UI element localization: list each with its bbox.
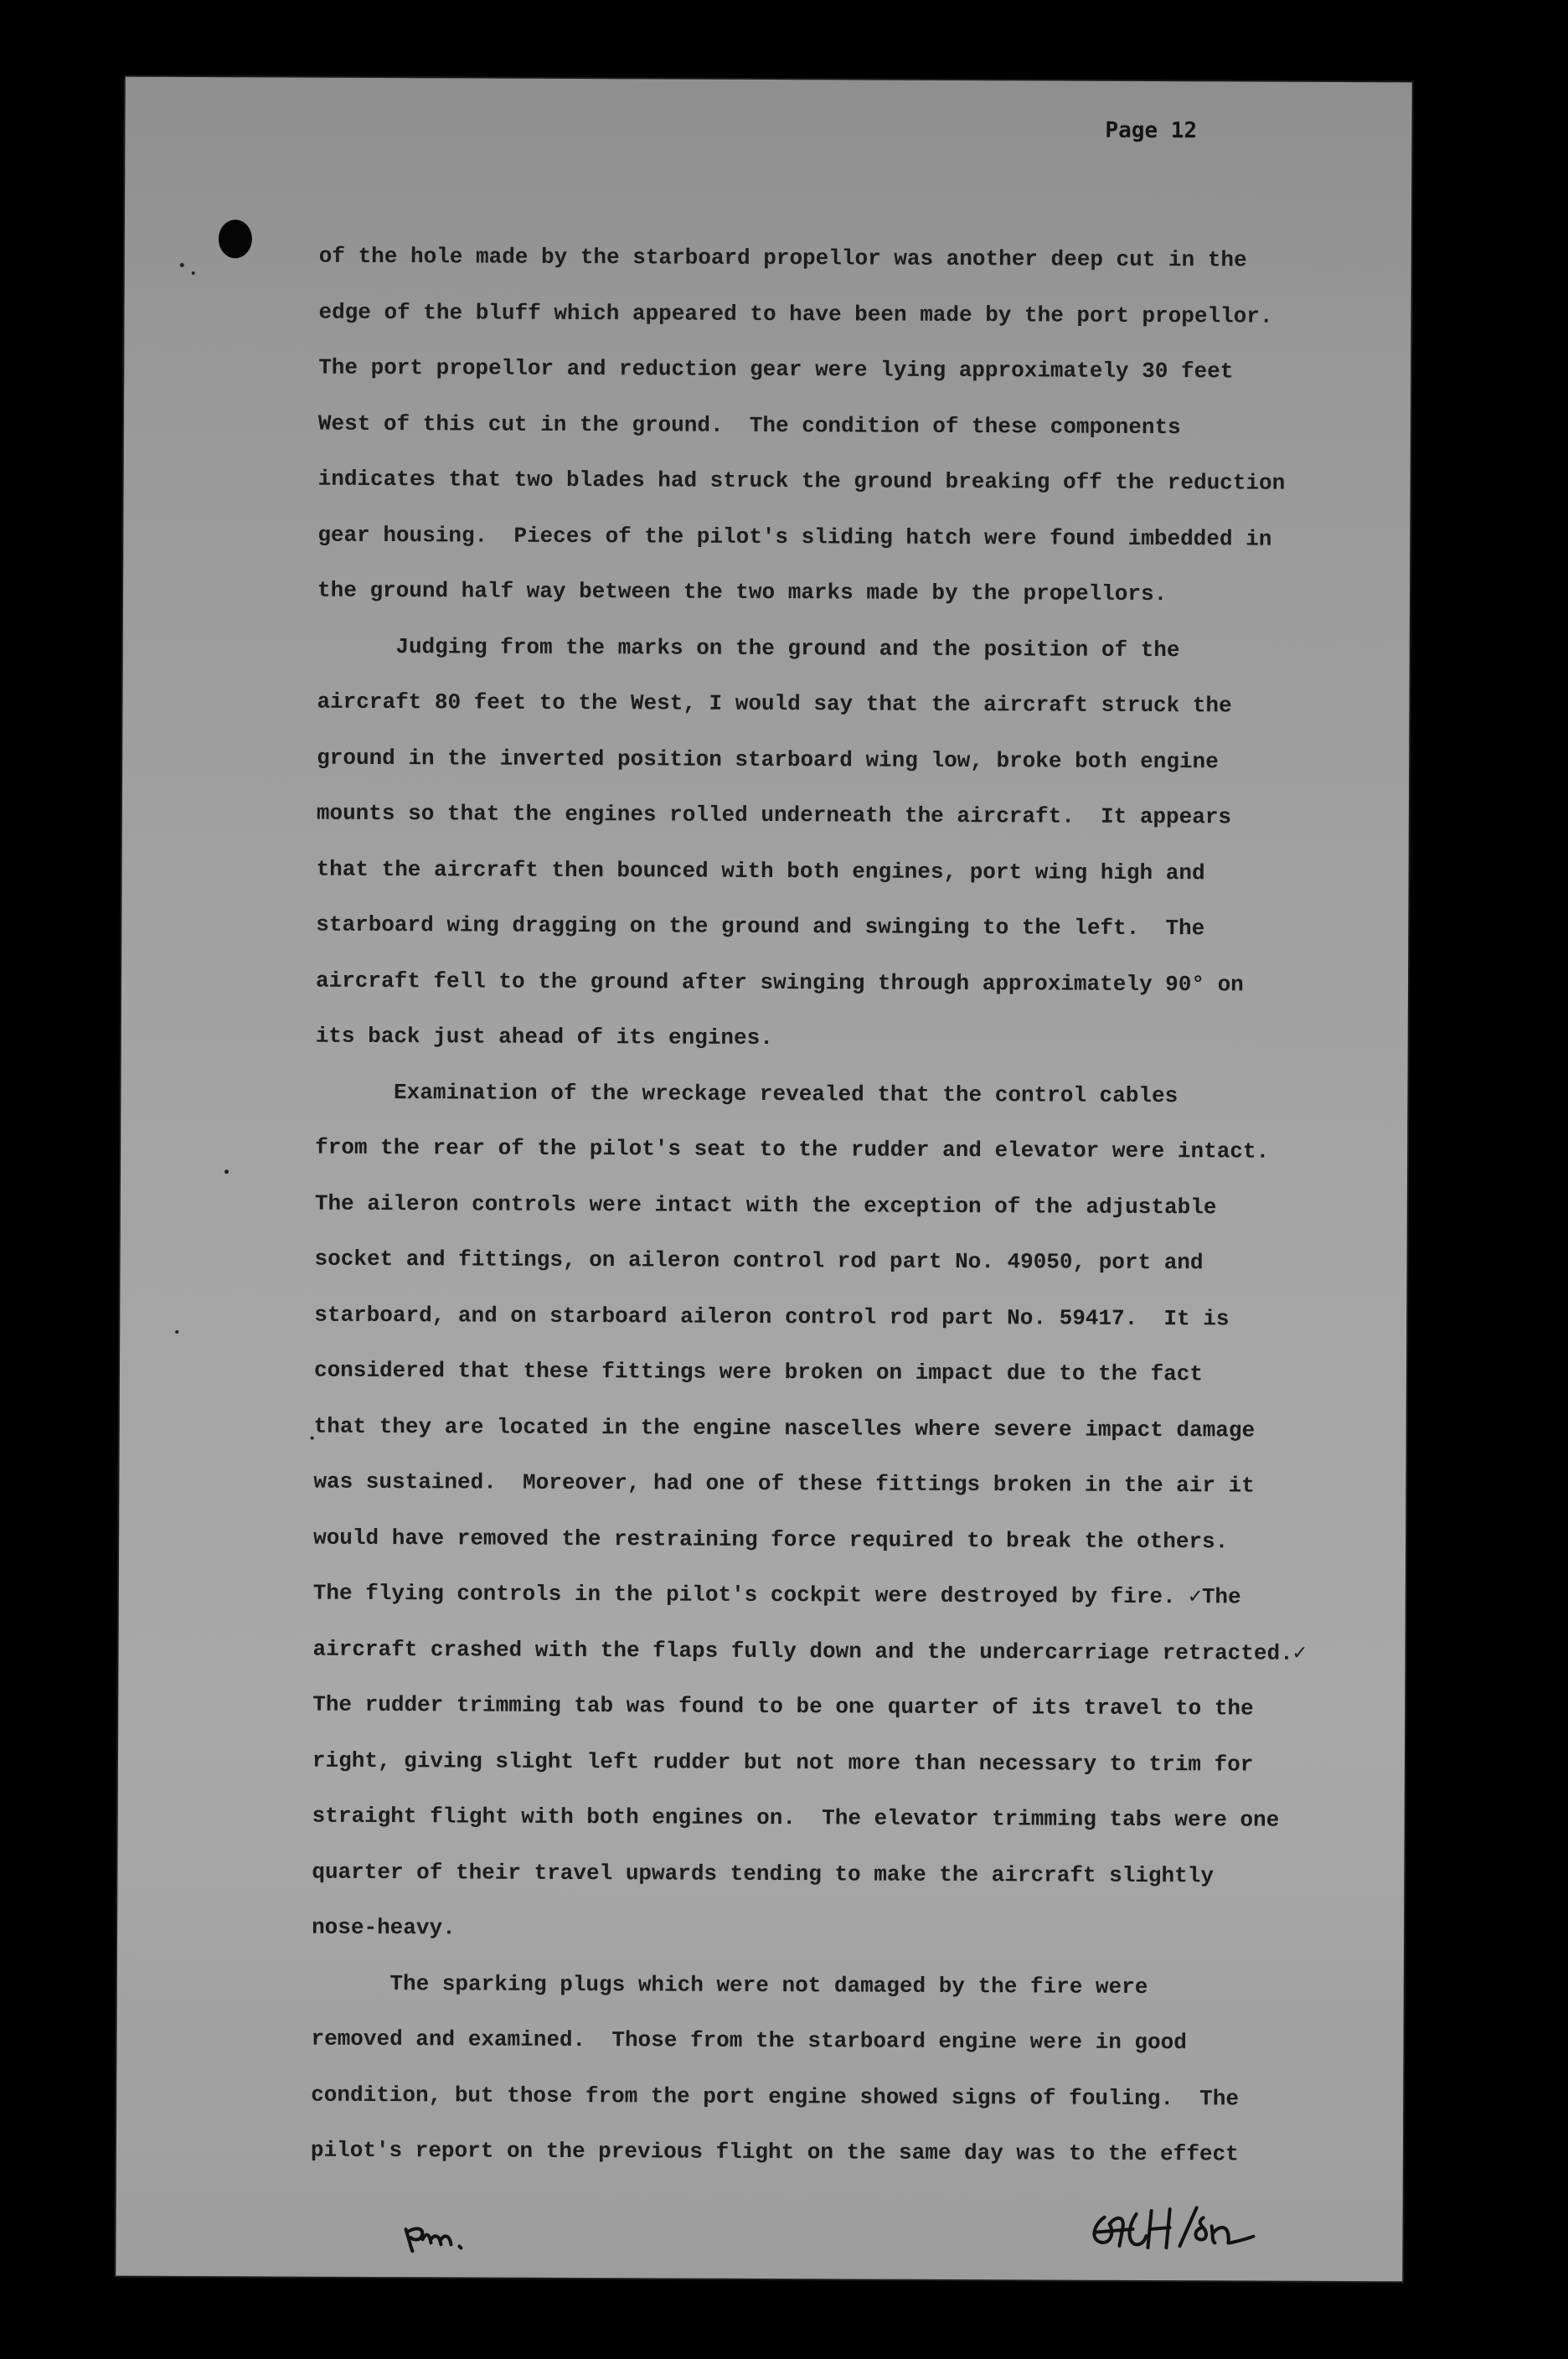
text-line: pilot's report on the previous flight on the same day was to the effect (310, 2137, 1239, 2167)
text-line: aircraft fell to the ground after swinging through approximately 90° on (315, 968, 1244, 997)
text-line: aircraft crashed with the flaps fully down and the undercarriage retracted.✓ (312, 1636, 1307, 1666)
text-line: mounts so that the engines rolled underneath the aircraft. It appears (316, 800, 1232, 830)
text-line: straight flight with both engines on. The elevator trimming tabs were one (312, 1803, 1280, 1833)
text-line: aircraft 80 feet to the West, I would say that the aircraft struck the (317, 689, 1232, 719)
scan-speck (180, 263, 184, 267)
text-line: West of this cut in the ground. The condition of these components (317, 410, 1181, 440)
text-line: starboard wing dragging on the ground and swinging to the left. The (316, 911, 1205, 942)
text-line: removed and examined. Those from the starboard engine were in good (311, 2026, 1187, 2056)
text-line: was sustained. Moreover, had one of these fittings broken in the air it (313, 1469, 1255, 1499)
text-line: that the aircraft then bounced with both engines, port wing high and (316, 856, 1205, 885)
text-line: considered that these fittings were broken on impact due to the fact (313, 1357, 1204, 1387)
text-line: condition, but those from the port engine showed signs of fouling. The (311, 2082, 1240, 2111)
text-line: from the rear of the pilot's seat to the rudder and elevator were intact. (315, 1134, 1270, 1164)
text-line: ground in the inverted position starboard wing low, broke both engine (317, 745, 1219, 774)
scan-speck (311, 1437, 314, 1440)
text-line: quarter of their travel upwards tending to make the aircraft slightly (312, 1859, 1215, 1888)
text-line: gear housing. Pieces of the pilot's sliding hatch were found imbedded in (317, 522, 1272, 552)
text-line: the ground half way between the two marks made by the propellors. (317, 577, 1168, 607)
scan-speck (192, 271, 195, 275)
handwritten-initials (400, 2214, 484, 2256)
text-line: nose-heavy. (312, 1914, 456, 1941)
scan-speck (175, 1330, 178, 1334)
punch-hole (219, 219, 252, 258)
document-page (116, 77, 1411, 2282)
handwritten-signature (1086, 2199, 1261, 2258)
text-line: its back just ahead of its engines. (315, 1023, 773, 1051)
text-line: of the hole made by the starboard propellor was another deep cut in the (318, 243, 1247, 273)
typed-body (311, 229, 1358, 2183)
text-line: socket and fittings, on aileron control rod part No. 49050, port and (314, 1246, 1204, 1276)
text-line: The flying controls in the pilot's cockpit were destroyed by fire. ✓The (312, 1580, 1241, 1610)
text-line: The port propellor and reduction gear were lying approximately 30 feet (318, 354, 1234, 385)
page-number: Page 12 (1105, 117, 1198, 144)
text-line: would have removed the restraining force required to break the others. (313, 1525, 1229, 1554)
scan-speck (224, 1169, 229, 1174)
text-line: starboard, and on starboard aileron control rod part No. 59417. It is (314, 1302, 1230, 1331)
text-line: right, giving slight left rudder but not more than necessary to trim for (312, 1747, 1254, 1778)
text-line: Judging from the marks on the ground and the position of the (317, 633, 1180, 663)
text-line: The sparking plugs which were not damaged by the fire were (311, 1970, 1148, 2000)
text-line: The aileron controls were intact with the exception of the adjustable (314, 1190, 1217, 1220)
text-line: that they are located in the engine nascelles where severe impact damage (313, 1413, 1256, 1443)
text-line: edge of the bluff which appeared to have been made by the port propellor. (318, 299, 1273, 329)
text-line: indicates that two blades had struck the ground breaking off the reduction (317, 466, 1286, 496)
text-line: Examination of the wreckage revealed that the control cables (315, 1079, 1179, 1108)
text-line: The rudder trimming tab was found to be one quarter of its travel to the (312, 1691, 1254, 1722)
